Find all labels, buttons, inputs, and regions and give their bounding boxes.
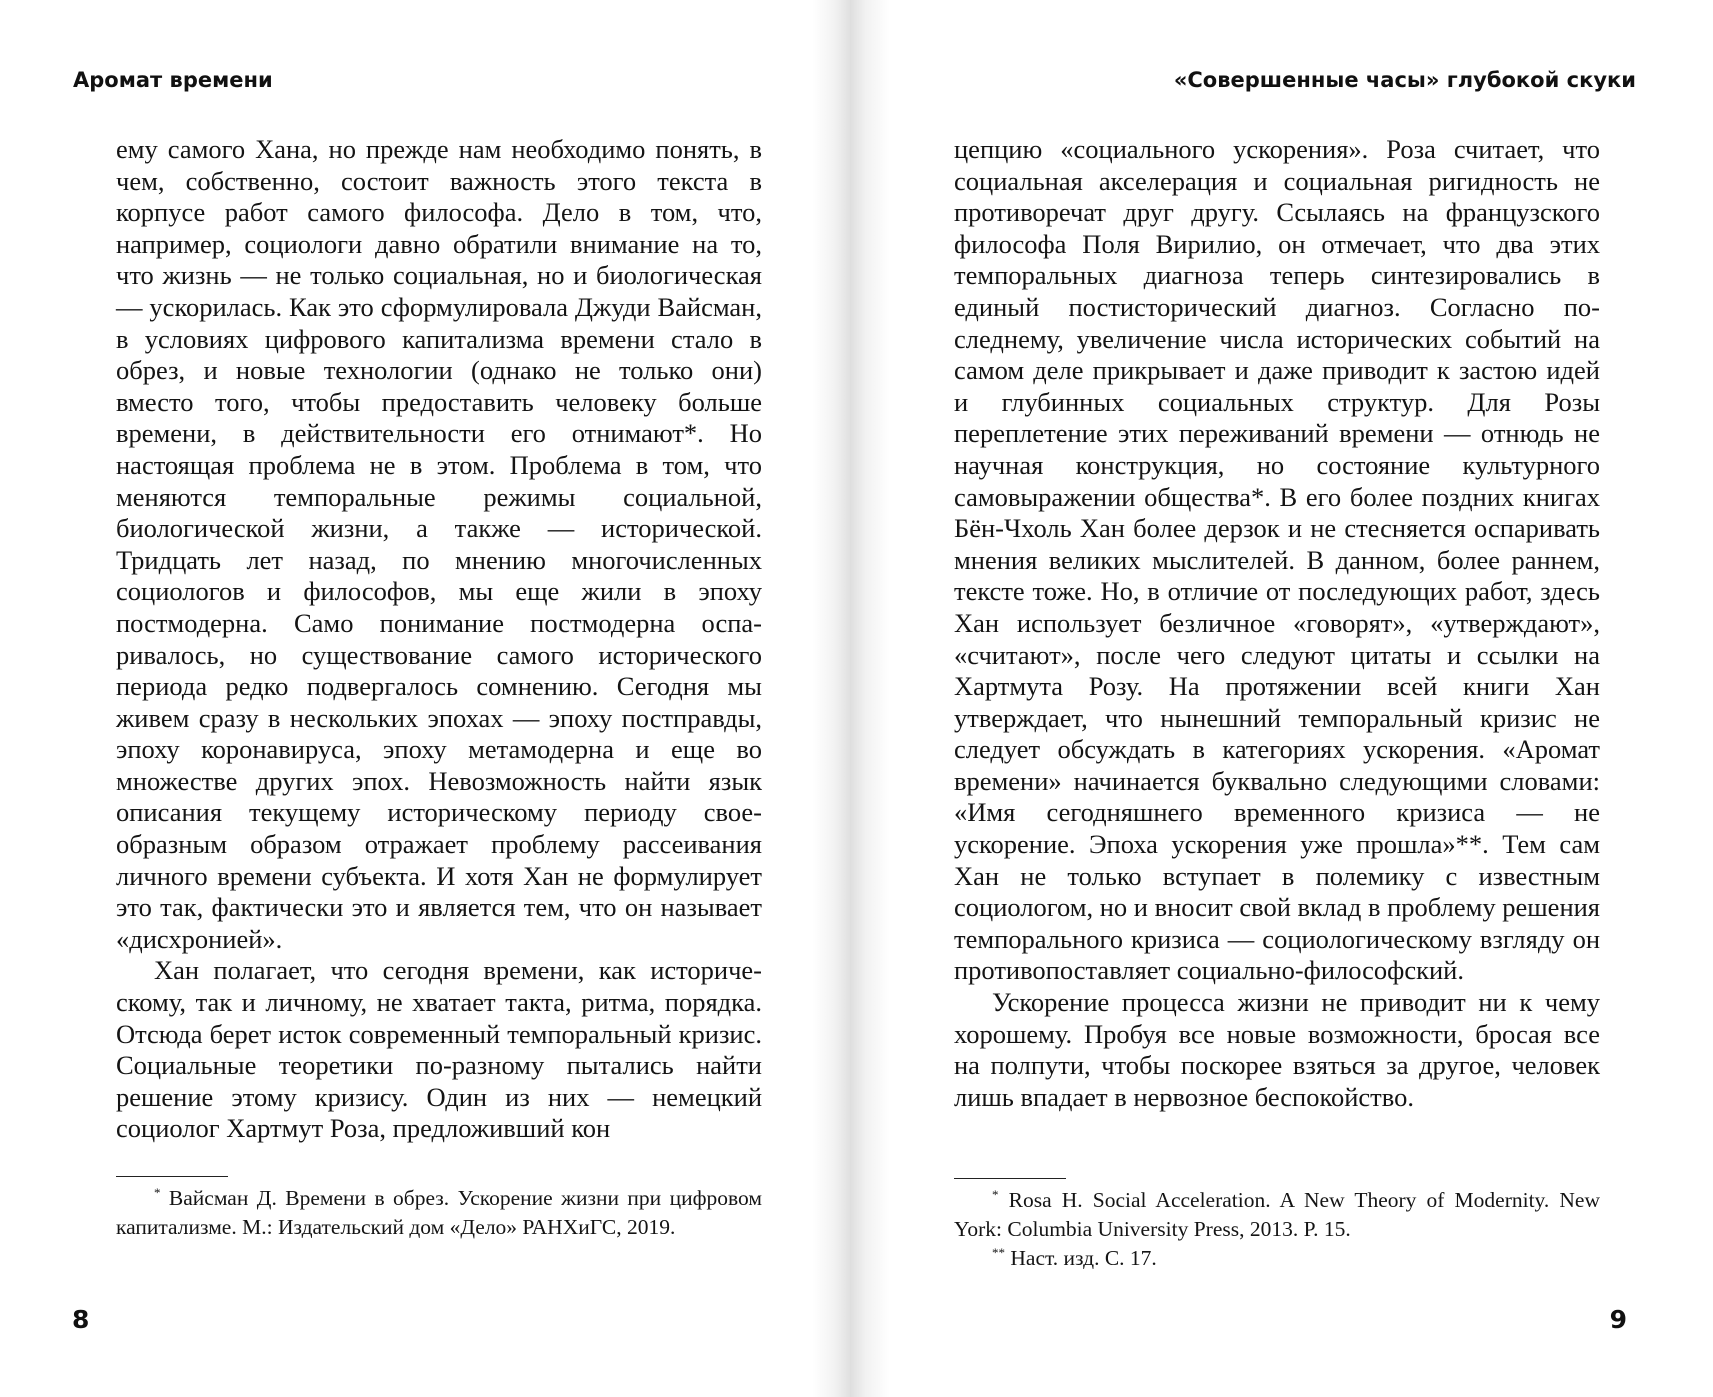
paragraph: ему самого Хана, но прежде нам необходимо понять, в чем, собственно, состоит важность этого текста в корпусе работ самого философа. Дело в том, что, например, социологи давно обратили внимание на то, что жизнь — не только социальная, но и биологическая — ускорилась. Как это сформулировала Джуди Вайсман, в условиях цифрового капитализма времени стало в обрез, и новые технологии (однако не только они) вместо того, чтобы предоставить человеку больше времени, в действительности его отнимают*. Но настоящая проблема не в этом. Проблема в том, что меняются темпоральные режимы социальной, биологической жизни, а также — исторической. Тридцать лет назад, по мнению многочисленных социологов и философов, мы еще жили в эпоху постмодерна. Само понимание постмодерна оспаривалось, но существование самого исторического периода редко подвергалось сомнению. Сегодня мы живем сразу в нескольких эпохах — эпоху постправды, эпоху коронавируса, эпоху метамодерна и еще во множестве других эпох. Невозможность найти язык описания текущему историческому периоду своеобразным образом отражает проблему рассеивания личного времени субъекта. И хотя Хан не формулирует это так, фактически это и является тем, что он называет «дисхронией».	[116, 134, 762, 954]
footnote-text: Наст. изд. С. 17.	[1010, 1246, 1157, 1270]
gutter-shadow	[850, 0, 890, 1397]
paragraph: цепцию «социального ускорения». Роза считает, что социальная акселерация и социальная ригидность не противоречат друг другу. Ссылаясь на французского философа Поля Вирилио, он отмечает, что два этих темпоральных диагноза теперь синтезировались в единый постисторический диагноз. Согласно последнему, увеличение числа исторических событий на самом деле прикрывает и даже приводит к застою идей и глубинных социальных структур. Для Розы переплетение этих переживаний времени — отнюдь не научная конструкция, но состояние культурного самовыражении общества*. В его более поздних книгах Бён-Чхоль Хан более дерзок и не стесняется оспаривать мнения великих мыслителей. В данном, более раннем, тексте тоже. Но, в отличие от последующих работ, здесь Хан использует безличное «говорят», «утверждают», «считают», после чего следуют цитаты и ссылки на Хартмута Розу. На протяжении всей книги Хан утверждает, что нынешний темпоральный кризис не следует обсуждать в категориях ускорения. «Аромат времени» начинается буквально следующими словами: «Имя сегодняшнего временного кризиса — не ускорение. Эпоха ускорения уже прошла»**. Тем сам Хан не только вступает в полемику с известным социологом, но и вносит свой вклад в проблему решения темпорального кризиса — социологическому взгляду он противопоставляет социально-философский.	[954, 134, 1600, 986]
footnote	[954, 1186, 1600, 1244]
footnote-rule	[954, 1178, 1066, 1179]
body-text-right	[954, 134, 1600, 1113]
body-text-left	[116, 134, 762, 1145]
footnote-mark: *	[154, 1184, 161, 1200]
right-page	[850, 0, 1713, 1397]
footnote	[116, 1184, 762, 1242]
footnote-mark: **	[992, 1244, 1005, 1260]
footnote	[954, 1244, 1600, 1273]
gutter-shadow	[812, 0, 850, 1397]
running-head-right: «Совершенные часы» глубокой скуки	[1173, 68, 1636, 92]
paragraph: Ускорение процесса жизни не приводит ни к чему хорошему. Пробуя все новые возможности, бросая все на полпути, чтобы поскорее взяться за другое, человек лишь впадает в нервозное беспокойство.	[954, 987, 1600, 1112]
footnote-rule	[116, 1176, 228, 1177]
left-page	[0, 0, 850, 1397]
page-number-left: 8	[72, 1305, 90, 1334]
footnote-text: Rosa H. Social Acceleration. A New Theory of Modernity. New York: Columbia University Press, 2013. P. 15.	[954, 1188, 1600, 1241]
page-number-right: 9	[1609, 1305, 1627, 1334]
running-head-left: Аромат времени	[73, 68, 273, 92]
footnotes-right	[954, 1186, 1600, 1273]
footnotes-left	[116, 1184, 762, 1242]
footnote-mark: *	[992, 1186, 999, 1202]
paragraph: Хан полагает, что сегодня времени, как историческому, так и личному, не хватает такта, ритма, порядка. Отсюда берет исток современный темпоральный кризис. Социальные теоретики по-разному пытались найти решение этому кризису. Один из них — немецкий социолог Хартмут Роза, предложивший кон	[116, 955, 762, 1144]
footnote-text: Вайсман Д. Времени в обрез. Ускорение жизни при цифровом капитализме. М.: Издательский дом «Дело» РАНХиГС, 2019.	[116, 1186, 762, 1239]
